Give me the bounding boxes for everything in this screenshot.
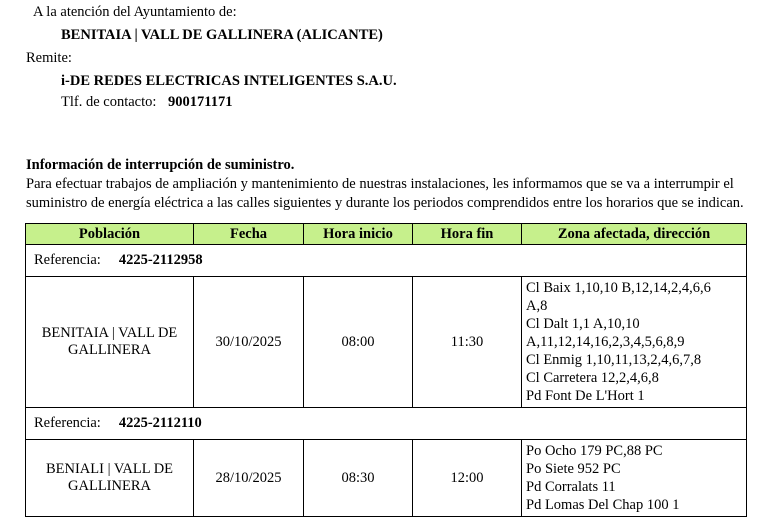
poblacion-cell: BENITAIA | VALL DE GALLINERA: [26, 277, 194, 408]
zona-line: A,8: [526, 298, 548, 314]
column-header-poblacion: Población: [26, 224, 194, 245]
hora-inicio-cell: 08:30: [304, 440, 413, 517]
outage-table: [25, 223, 747, 517]
reference-code: 4225-2112110: [118, 415, 202, 431]
zona-line: Pd Font De L'Hort 1: [526, 388, 645, 404]
hora-fin-cell: 12:00: [413, 440, 522, 517]
column-header-hora-fin: Hora fin: [413, 224, 522, 245]
table-row: [26, 277, 747, 408]
column-header-hora-inicio: Hora inicio: [304, 224, 413, 245]
reference-row: [26, 408, 747, 440]
attention-label: A la atención del Ayuntamiento de:: [33, 4, 237, 20]
zona-line: Pd Lomas Del Chap 100 1: [526, 497, 680, 513]
contact-label: Tlf. de contacto:: [61, 94, 157, 110]
fecha-cell: 28/10/2025: [194, 440, 304, 517]
sender-label: Remite:: [26, 50, 72, 66]
reference-label: Referencia:: [34, 415, 101, 431]
notice-body: Para efectuar trabajos de ampliación y mantenimiento de nuestras instalaciones, les informamos que se va a interrumpir el suministro de energía eléctrica a las calles siguientes y durante los periodos comprendidos entre los horarios que se indican.: [26, 176, 744, 211]
zona-line: Pd Corralats 11: [526, 479, 616, 495]
zona-line: Cl Baix 1,10,10 B,12,14,2,4,6,6: [526, 280, 711, 296]
fecha-cell: 30/10/2025: [194, 277, 304, 408]
reference-cell: [26, 408, 747, 440]
zona-line: A,11,12,14,16,2,3,4,5,6,8,9: [526, 334, 685, 350]
reference-row: [26, 245, 747, 277]
table-row: [26, 440, 747, 517]
hora-inicio-cell: 08:00: [304, 277, 413, 408]
zona-cell: [522, 277, 747, 408]
zona-line: Cl Carretera 12,2,4,6,8: [526, 370, 659, 386]
zona-line: Cl Dalt 1,1 A,10,10: [526, 316, 640, 332]
poblacion-cell: BENIALI | VALL DE GALLINERA: [26, 440, 194, 517]
notice-title: Información de interrupción de suministro.: [26, 157, 295, 173]
hora-fin-cell: 11:30: [413, 277, 522, 408]
interruption-notice: [26, 156, 746, 213]
column-header-fecha: Fecha: [194, 224, 304, 245]
zona-line: Cl Enmig 1,10,11,13,2,4,6,7,8: [526, 352, 702, 368]
reference-label: Referencia:: [34, 252, 101, 268]
zona-cell: [522, 440, 747, 517]
column-header-zona: Zona afectada, dirección: [522, 224, 747, 245]
contact-line: [61, 94, 233, 111]
zona-line: Po Ocho 179 PC,88 PC: [526, 443, 663, 459]
sender-name: i-DE REDES ELECTRICAS INTELIGENTES S.A.U.: [61, 73, 397, 89]
zona-line: Po Siete 952 PC: [526, 461, 621, 477]
reference-code: 4225-2112958: [118, 252, 203, 268]
table-header-row: [26, 224, 747, 245]
municipality-name: BENITAIA | VALL DE GALLINERA (ALICANTE): [61, 27, 383, 43]
contact-phone: 900171171: [168, 94, 233, 110]
reference-cell: [26, 245, 747, 277]
